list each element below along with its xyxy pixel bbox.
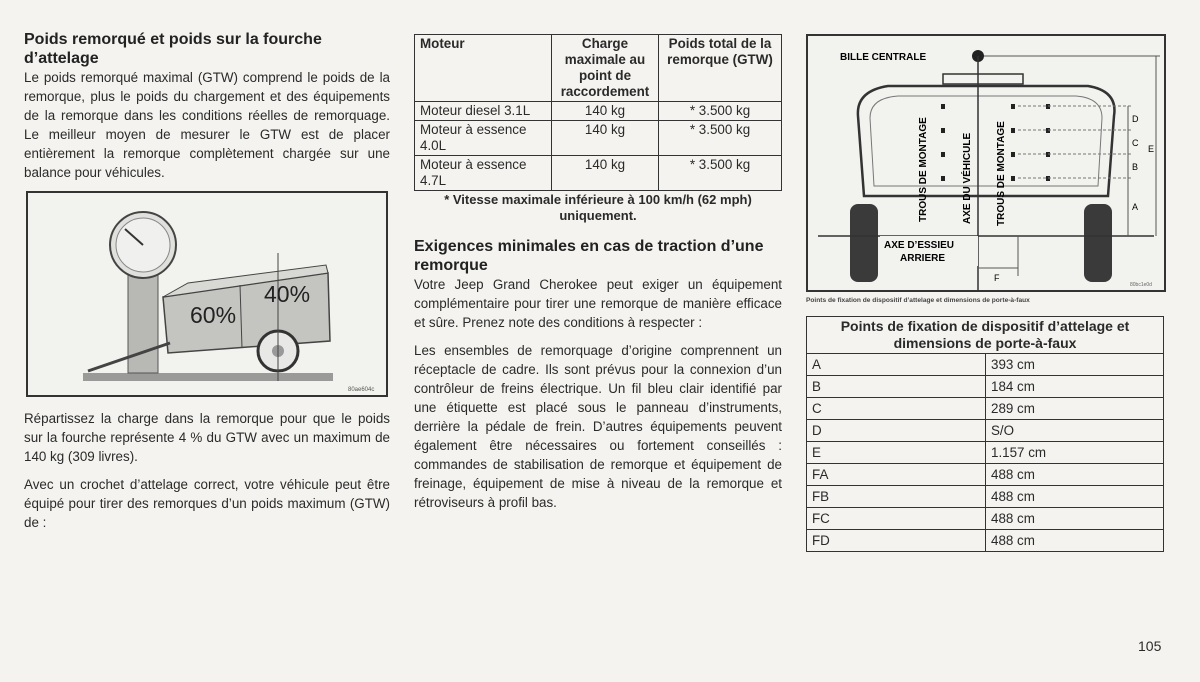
dim-value: 488 cm [986, 530, 1164, 552]
table-footnote-row [415, 191, 782, 226]
page-number: 105 [1138, 638, 1162, 654]
axle-label-line1: AXE D’ESSIEU [884, 240, 955, 251]
mounting-holes-label-right: TROUS DE MONTAGE [996, 121, 1007, 226]
table-row [807, 486, 1164, 508]
gtw-cell: * 3.500 kg [659, 156, 782, 191]
header-max-load: Charge maximale au point de raccordement [552, 35, 659, 102]
load-distribution-paragraph: Répartissez la charge dans la remorque pour que le poids sur la fourche représente 4 % du GTW avec un maximum de 140 kg (309 livres). [24, 411, 390, 464]
section-title-requirements: Exigences minimales en cas de traction d’une remorque [414, 238, 764, 274]
dim-value: 488 cm [986, 464, 1164, 486]
engine-cell: Moteur à essence 4.7L [415, 156, 552, 191]
header-gtw: Poids total de la remorque (GTW) [659, 35, 782, 102]
dim-value: 393 cm [986, 354, 1164, 376]
right-column [806, 34, 1170, 552]
middle-column [414, 30, 782, 512]
dim-value: 488 cm [986, 486, 1164, 508]
dim-value: 184 cm [986, 376, 1164, 398]
mounting-holes-label-left: TROUS DE MONTAGE [918, 117, 929, 222]
left-column [24, 30, 390, 532]
hitch-mounting-diagram [806, 34, 1166, 292]
table-row [807, 530, 1164, 552]
equipment-paragraph: Les ensembles de remorquage d’origine comprennent un réceptacle de cadre. Ils sont prévus pour la connexion d’un contrôleur de freins électrique. Un fil bleu clair identifié par une étiquette est placé sous le panneau d’instruments, derrière la pédale de frein. D’autres équipements peuvent également être nécessaires ou fortement conseillés : commandes de stabilisation de remorque et équipement de freinage, équipement de mise à niveau de la remorque et rétroviseurs à profil bas. [414, 343, 782, 510]
dim-value: S/O [986, 420, 1164, 442]
table-row [807, 376, 1164, 398]
table-row [807, 420, 1164, 442]
dim-key: A [807, 354, 986, 376]
gtw-paragraph: Le poids remorqué maximal (GTW) comprend le poids de la remorque, plus le poids du chargement et des équipements de la remorque dans les conditions réelles de remorquage. Le meilleur moyen de mesurer le GTW est de placer entièrement la remorque complètement chargée sur une balance pour véhicules. [24, 70, 390, 180]
engine-towing-table [414, 34, 782, 225]
engine-cell: Moteur diesel 3.1L [415, 102, 552, 121]
dim-key: FC [807, 508, 986, 530]
axle-label-line2: ARRIERE [900, 253, 946, 264]
trailer-scale-figure [26, 191, 388, 397]
dim-value: 1.157 cm [986, 442, 1164, 464]
trailer-scale-illustration [28, 193, 386, 395]
load-cell: 140 kg [552, 156, 659, 191]
dimension-e: E [1148, 144, 1155, 154]
rear-load-percentage: 40% [264, 281, 311, 307]
center-ball-label: BILLE CENTRALE [840, 52, 927, 63]
engine-table-header-row [415, 35, 782, 102]
figure-code: 80ae604c [348, 387, 375, 393]
gtw-cell: * 3.500 kg [659, 102, 782, 121]
load-cell: 140 kg [552, 102, 659, 121]
dim-value: 289 cm [986, 398, 1164, 420]
dim-key: E [807, 442, 986, 464]
dimension-f: F [994, 273, 1000, 283]
table-row [807, 398, 1164, 420]
dim-key: C [807, 398, 986, 420]
hitch-paragraph: Avec un crochet d’attelage correct, votre véhicule peut être équipé pour tirer des remorques d’un poids maximum (GTW) de : [24, 477, 390, 530]
dimension-a: A [1132, 202, 1139, 212]
dim-key: FA [807, 464, 986, 486]
dims-table-title: Points de fixation de dispositif d’attelage et dimensions de porte-à-faux [807, 317, 1164, 354]
diagram-code: 80bc1e0d [1130, 282, 1152, 288]
table-row [807, 354, 1164, 376]
table-row [807, 464, 1164, 486]
vehicle-axis-label: AXE DU VÉHICULE [962, 132, 973, 224]
vehicle-rear-diagram [808, 36, 1164, 290]
diagram-caption: Points de fixation de dispositif d’attelage et dimensions de porte-à-faux [806, 297, 1030, 304]
table-row [415, 102, 782, 121]
dim-value: 488 cm [986, 508, 1164, 530]
load-cell: 140 kg [552, 121, 659, 156]
requirements-paragraph: Votre Jeep Grand Cherokee peut exiger un équipement complémentaire pour tirer une remorque de manière efficace et sûre. Prenez note des conditions à respecter : [414, 277, 782, 330]
table-row [415, 156, 782, 191]
table-row [807, 442, 1164, 464]
dimension-c: C [1132, 138, 1139, 148]
hitch-dimensions-table [806, 316, 1164, 552]
dim-key: FB [807, 486, 986, 508]
table-row [415, 121, 782, 156]
dim-key: FD [807, 530, 986, 552]
dim-key: B [807, 376, 986, 398]
engine-cell: Moteur à essence 4.0L [415, 121, 552, 156]
section-title-towing-weight: Poids remorqué et poids sur la fourche d’attelage [24, 31, 322, 67]
table-row [807, 508, 1164, 530]
speed-footnote: * Vitesse maximale inférieure à 100 km/h (62 mph) uniquement. [415, 191, 782, 226]
gtw-cell: * 3.500 kg [659, 121, 782, 156]
header-engine: Moteur [415, 35, 552, 102]
dim-key: D [807, 420, 986, 442]
dimension-b: B [1132, 162, 1139, 172]
dimension-d: D [1132, 114, 1139, 124]
front-load-percentage: 60% [190, 302, 237, 328]
